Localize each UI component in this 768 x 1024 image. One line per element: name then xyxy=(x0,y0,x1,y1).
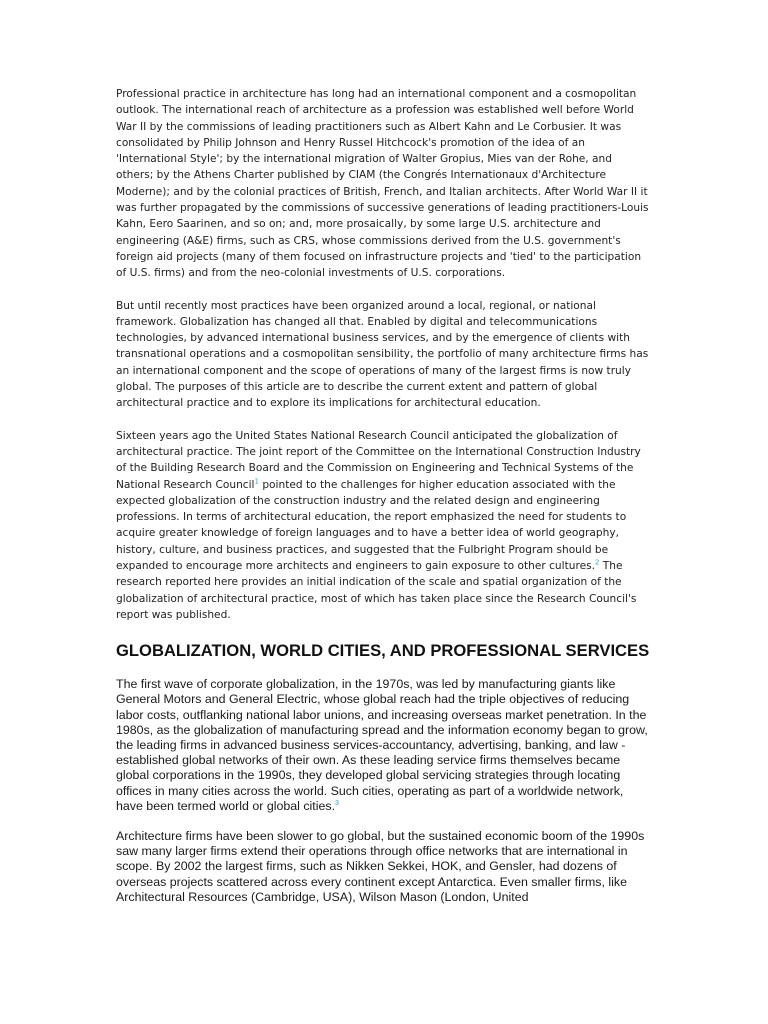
paragraph-architecture-firms: Architecture firms have been slower to go global, but the sustained economic boom of the 1990s saw many larger firms extend their operations through office networks that are international in scope. By 2002 the largest firms, such as Nikken Sekkei, HOK, and Gensler, had dozens of overseas projects scattered across every continent except Antarctica. Even smaller firms, like Architectural Resources (Cambridge, USA), Wilson Mason (London, United xyxy=(116,829,645,904)
paragraph-text: The first wave of corporate globalization, in the 1970s, was led by manufacturing giants like General Motors and General Electric, whose global reach had the triple objectives of reducing labor costs, outflanking national labor unions, and increasing overseas market penetration. In the 1980s, as the globalization of manufacturing spread and the information economy began to grow, the leading firms in advanced business services-accountancy, advertising, banking, and law - established global networks of their own. As these leading service firms themselves became global corporations in the 1990s, they developed global servicing strategies through locating offices in many cities across the world. Such cities, operating as part of a worldwide network, have been termed world or global cities. xyxy=(116,677,648,813)
footnote-ref-2[interactable]: 2 xyxy=(594,558,600,567)
paragraph-globalization: But until recently most practices have been organized around a local, regional, or national framework. Globalization has changed all that. Enabled by digital and telecommunications technologies, by advanced international business services, and by the emergence of clients with transnational operations and a cosmopolitan sensibility, the portfolio of many architecture firms has an international component and the scope of operations of many of the largest firms is now truly global. The purposes of this article are to describe the current extent and pattern of global architectural practice and to explore its implications for architectural education. xyxy=(116,299,649,410)
paragraph-research-council xyxy=(116,428,652,624)
paragraph-text: pointed to the challenges for higher education associated with the expected globalization of the construction industry and the related design and engineering professions. In terms of architectural education, the report emphasized the need for students to acquire greater knowledge of foreign languages and to have a better idea of world geography, history, culture, and business practices, and suggested that the Fulbright Program should be expanded to encourage more architects and engineers to gain exposure to other cultures. xyxy=(116,478,627,573)
paragraph-text: Sixteen years ago the United States National Research Council anticipated the globalization of architectural practice. The joint report of the Committee on the International Construction Industry of the Building Research Board and the Commission on Engineering and Technical Systems of the National Research Council xyxy=(116,429,641,491)
document-page xyxy=(116,86,652,920)
paragraph-first-wave xyxy=(116,677,652,814)
paragraph-text: The research reported here provides an initial indication of the scale and spatial organization of the globalization of architectural practice, most of which has taken place since the Research Council's report was published. xyxy=(116,560,637,621)
paragraph-intro: Professional practice in architecture has long had an international component and a cosmopolitan outlook. The international reach of architecture as a profession was established well before World War II by the commissions of leading practitioners such as Albert Kahn and Le Corbusier. It was consolidated by Philip Johnson and Henry Russel Hitchcock's promotion of the idea of an 'International Style'; by the international migration of Walter Gropius, Mies van der Rohe, and others; by the Athens Charter published by CIAM (the Congrés Internationaux d'Architecture Moderne); and by the colonial practices of British, French, and Italian architects. After World War II it was further propagated by the commissions of successive generations of leading practitioners-Louis Kahn, Eero Saarinen, and so on; and, more prosaically, by some large U.S. architecture and engineering (A&E) firms, such as CRS, whose commissions derived from the U.S. government's foreign aid projects (many of them focused on infrastructure projects and 'tied' to the participation of U.S. firms) and from the neo-colonial investments of U.S. corporations. xyxy=(116,88,649,280)
section-heading: GLOBALIZATION, WORLD CITIES, AND PROFESSIONAL SERVICES xyxy=(116,641,650,661)
footnote-ref-1[interactable]: 1 xyxy=(254,477,259,485)
footnote-ref-3[interactable]: 3 xyxy=(335,799,339,807)
